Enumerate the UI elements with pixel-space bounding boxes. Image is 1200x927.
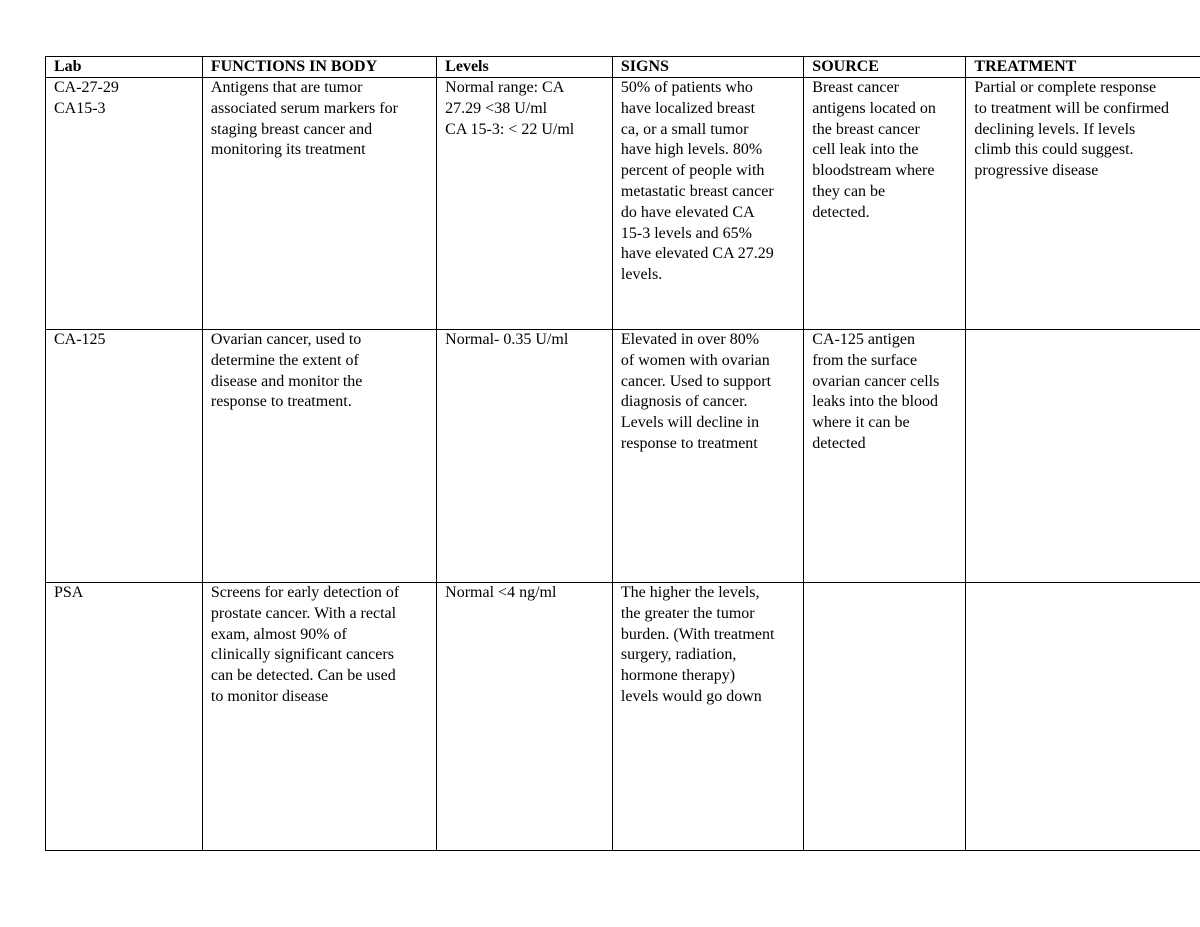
cell-text: Normal range: CA — [445, 79, 565, 96]
cell-text: monitoring its treatment — [210, 141, 366, 159]
cell-signs — [612, 583, 803, 851]
header-functions: FUNCTIONS IN BODY — [202, 57, 436, 78]
cell-text: Elevated in over 80% — [620, 331, 760, 348]
cell-levels — [437, 583, 613, 851]
cell-text: The higher the levels, — [620, 584, 760, 601]
cell-text: have localized breast — [620, 99, 756, 117]
cell-text: detected — [812, 434, 866, 452]
cell-text: hormone therapy) — [620, 667, 736, 685]
cell-treatment — [966, 583, 1200, 851]
table-row — [46, 583, 1200, 851]
cell-text: leaks into the blood — [812, 393, 939, 411]
table-row — [46, 78, 1200, 330]
cell-text: declining levels. If levels — [974, 120, 1136, 138]
cell-text: clinically significant cancers — [210, 646, 394, 664]
cell-text: 50% of patients who — [620, 79, 753, 96]
cell-text: metastatic breast cancer — [620, 182, 774, 200]
cell-functions — [202, 583, 436, 851]
cell-functions — [202, 330, 436, 583]
cell-signs — [612, 330, 803, 583]
cell-signs — [612, 78, 803, 330]
cell-lab — [46, 583, 203, 851]
cell-text: antigens located on — [812, 99, 936, 117]
cell-text: prostate cancer. With a rectal — [210, 604, 397, 622]
cell-text: they can be — [812, 182, 886, 200]
cell-text: Breast cancer — [812, 79, 899, 96]
header-lab: Lab — [46, 57, 203, 78]
cell-text: associated serum markers for — [210, 99, 398, 117]
cell-text: CA 15-3: < 22 U/ml — [445, 120, 575, 138]
cell-text: Antigens that are tumor — [210, 79, 363, 96]
cell-text: do have elevated CA — [620, 203, 755, 221]
cell-text: surgery, radiation, — [620, 646, 737, 664]
cell-text: 15-3 levels and 65% — [620, 224, 752, 242]
cell-text: Normal- 0.35 U/ml — [445, 331, 569, 348]
header-source: SOURCE — [804, 57, 966, 78]
cell-text: progressive disease — [974, 162, 1099, 180]
cell-text: detected. — [812, 203, 870, 221]
cell-text: diagnosis of cancer. — [620, 393, 748, 411]
cell-text: PSA — [54, 584, 84, 601]
tumor-marker-table — [45, 56, 1200, 851]
cell-text: have elevated CA 27.29 — [620, 245, 774, 263]
cell-treatment — [966, 330, 1200, 583]
cell-text: levels would go down — [620, 687, 762, 705]
cell-text: Screens for early detection of — [210, 584, 400, 601]
cell-text: to monitor disease — [210, 687, 329, 705]
table-row — [46, 330, 1200, 583]
cell-text: CA15-3 — [54, 99, 106, 117]
cell-source — [804, 583, 966, 851]
cell-lab — [46, 78, 203, 330]
cell-text: Normal <4 ng/ml — [445, 584, 557, 601]
cell-text: have high levels. 80% — [620, 141, 763, 159]
cell-text: response to treatment. — [210, 393, 352, 411]
cell-text: levels. — [620, 266, 663, 284]
cell-text: can be detected. Can be used — [210, 667, 396, 685]
cell-text: Partial or complete response — [974, 79, 1157, 96]
cell-text: disease and monitor the — [210, 372, 363, 390]
cell-text: ca, or a small tumor — [620, 120, 749, 138]
cell-levels — [437, 330, 613, 583]
cell-text: of women with ovarian — [620, 351, 770, 369]
cell-functions — [202, 78, 436, 330]
cell-text: bloodstream where — [812, 162, 935, 180]
cell-text: ovarian cancer cells — [812, 372, 940, 390]
cell-text: CA-27-29 — [54, 79, 119, 96]
cell-treatment — [966, 78, 1200, 330]
cell-text: the breast cancer — [812, 120, 920, 138]
cell-text: 27.29 <38 U/ml — [445, 99, 548, 117]
cell-source — [804, 330, 966, 583]
cell-text: to treatment will be confirmed — [974, 99, 1170, 117]
header-signs: SIGNS — [612, 57, 803, 78]
cell-text: determine the extent of — [210, 351, 359, 369]
cell-source — [804, 78, 966, 330]
cell-text: Ovarian cancer, used to — [210, 331, 362, 348]
cell-text: cell leak into the — [812, 141, 919, 159]
header-treatment: TREATMENT — [966, 57, 1200, 78]
cell-text: burden. (With treatment — [620, 625, 775, 643]
header-levels: Levels — [437, 57, 613, 78]
cell-text: climb this could suggest. — [974, 141, 1134, 159]
cell-text: where it can be — [812, 414, 910, 432]
cell-text: from the surface — [812, 351, 918, 369]
cell-levels — [437, 78, 613, 330]
cell-text: percent of people with — [620, 162, 765, 180]
cell-text: exam, almost 90% of — [210, 625, 347, 643]
table-header-row — [46, 57, 1200, 78]
cell-text: CA-125 — [54, 331, 106, 348]
cell-lab — [46, 330, 203, 583]
cell-text: cancer. Used to support — [620, 372, 772, 390]
cell-text: CA-125 antigen — [812, 331, 915, 348]
cell-text: Levels will decline in — [620, 414, 760, 432]
cell-text: the greater the tumor — [620, 604, 755, 622]
cell-text: response to treatment — [620, 434, 758, 452]
cell-text: staging breast cancer and — [210, 120, 373, 138]
